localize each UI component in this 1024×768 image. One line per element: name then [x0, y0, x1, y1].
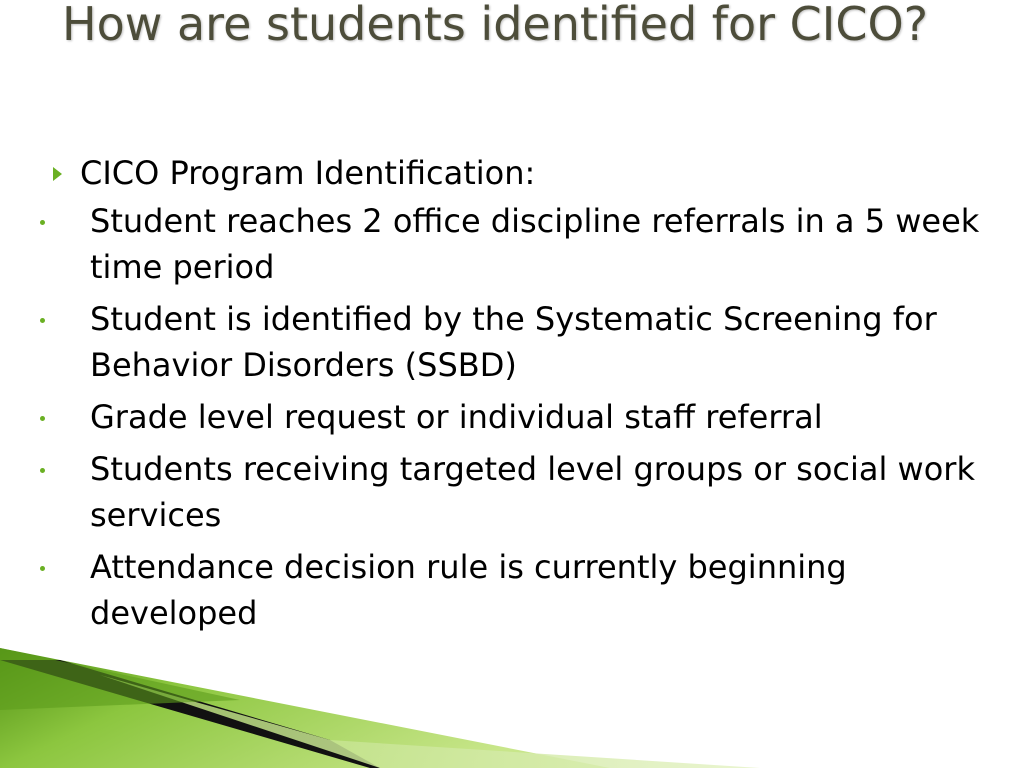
dot-bullet-icon — [40, 468, 45, 473]
triangle-right-icon — [53, 167, 62, 181]
section-heading-label: CICO Program Identification: — [80, 154, 536, 192]
dot-bullet-icon — [40, 566, 45, 571]
list-item — [0, 296, 1024, 388]
slide-body — [0, 150, 1024, 642]
list-item — [0, 446, 1024, 538]
list-item-text: Attendance decision rule is currently beginning developed — [90, 548, 847, 632]
slide-title: How are students identified for CICO? — [62, 0, 929, 51]
list-item-text: Student is identified by the Systematic Screening for Behavior Disorders (SSBD) — [90, 300, 937, 384]
list-item-text: Grade level request or individual staff referral — [90, 398, 823, 436]
list-item-text: Student reaches 2 office discipline referrals in a 5 week time period — [90, 202, 980, 286]
green-swoosh-decoration — [0, 600, 1024, 768]
dot-bullet-icon — [40, 318, 45, 323]
dot-bullet-icon — [40, 220, 45, 225]
list-item-text: Students receiving targeted level groups or social work services — [90, 450, 975, 534]
dot-bullet-icon — [40, 416, 45, 421]
list-item — [0, 394, 1024, 440]
list-item — [0, 198, 1024, 290]
section-heading — [0, 150, 1024, 196]
